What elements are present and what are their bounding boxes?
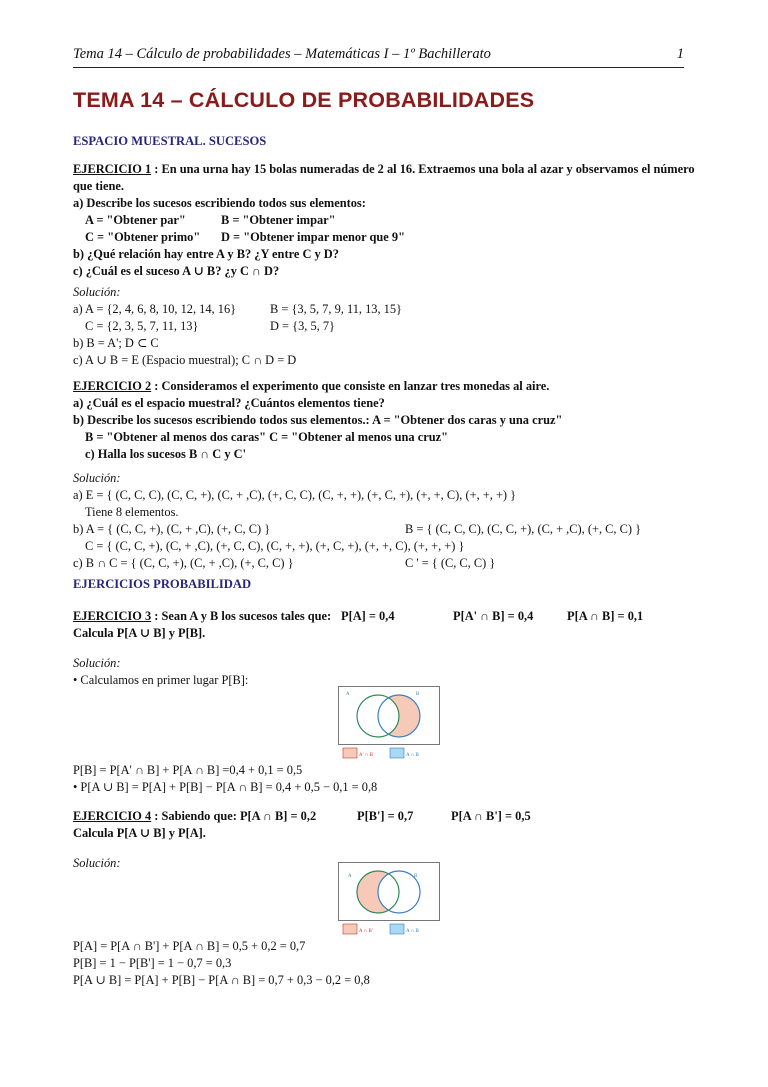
header-text: Tema 14 – Cálculo de probabilidades – Matemáticas I – 1º Bachillerato <box>73 46 491 62</box>
exercise-3-statement: EJERCICIO 3 : Sean A y B los sucesos tales que: P[A] = 0,4 P[A' ∩ B] = 0,4 P[A ∩ B] = 0,1 Calcula P[A ∪ B] y P[B]. <box>73 609 644 640</box>
venn-diagram-ex4 <box>338 862 440 938</box>
exercise-1-solution: Solución: a) A = {2, 4, 6, 8, 10, 12, 14, 16} B = {3, 5, 7, 9, 11, 13, 15} C = {2, 3, 5, 7, 11, 13} D = {3, 5, 7} b) B = A'; D ⊂ C c) A ∪ B = E (Espacio muestral); C ∩ D = D <box>73 284 708 369</box>
document-title: TEMA 14 – CÁLCULO DE PROBABILIDADES <box>73 88 535 112</box>
legend-label-2: A ∩ B <box>406 753 419 758</box>
exercise-4-statement: EJERCICIO 4 : Sabiendo que: P[A ∩ B] = 0,2 P[B'] = 0,7 P[A ∩ B'] = 0,5 Calcula P[A ∪ B] y P[A]. <box>73 809 531 840</box>
legend-swatch-blue <box>390 924 404 934</box>
venn-diagram-ex3 <box>338 686 440 762</box>
solution-label: Solución: <box>73 285 121 299</box>
legend-swatch-blue <box>390 748 404 758</box>
exercise-2-label: EJERCICIO 2 <box>73 379 152 393</box>
exercise-2-solution: Solución: a) E = { (C, C, C), (C, C, +), (C, + ,C), (+, C, C), (C, +, +), (+, C, +), (+, +, C), (+, +, +) } Tiene 8 elementos. b) A = { (C, C, +), (C, + ,C), (+, C, C) } B = { (C, C, C), (C, C, +), (C, + ,C), (+, C, C) } C = { (C, C, +), (C, + ,C), (+, C, C), (C, +, +), (+, C, +), (+, +, C), (+, +, +) } c) B ∩ C = { (C, C, +), (C, + ,C), (+, C, C) } C ' = { (C, C, C) } <box>73 471 642 570</box>
page-header <box>73 46 684 63</box>
venn-label-a: A <box>348 874 352 879</box>
exercise-1-questions: a) Describe los sucesos escribiendo todos sus elementos: A = "Obtener par" B = "Obtener impar" C = "Obtener primo" D = "Obtener impar menor que 9" b) ¿Qué relación hay entre A y B? ¿Y entre C y D? c) ¿Cuál es el suceso A ∪ B? ¿y C ∩ D? <box>73 196 405 278</box>
page-number: 1 <box>676 46 684 62</box>
header-rule <box>73 67 684 68</box>
legend-swatch-red <box>343 748 357 758</box>
exercise-3-solution: Solución: • Calculamos en primer lugar P[B]: <box>73 656 249 687</box>
section-heading-probabilidad: EJERCICIOS PROBABILIDAD <box>73 577 252 591</box>
venn-label-b: B <box>414 874 418 879</box>
exercise-4-results: P[A] = P[A ∩ B'] + P[A ∩ B] = 0,5 + 0,2 = 0,7 P[B] = 1 − P[B'] = 1 − 0,7 = 0,3 P[A ∪ B] = P[A] + P[B] − P[A ∩ B] = 0,7 + 0,3 − 0,2 = 0,8 <box>73 939 370 987</box>
legend-label-2: A ∩ B <box>406 929 419 934</box>
venn-label-a: A <box>346 692 350 697</box>
exercise-2-statement: EJERCICIO 2 : Consideramos el experimento que consiste en lanzar tres monedas al aire. a) ¿Cuál es el espacio muestral? ¿Cuántos elementos tiene? b) Describe los sucesos escribiendo todos sus elementos.: A = "Obtener dos caras y una cruz" B = "Obtener al menos dos caras" C = "Obtener al menos una cruz" c) Halla los sucesos B ∩ C y C' <box>73 379 563 461</box>
exercise-3-results: P[B] = P[A' ∩ B] + P[A ∩ B] =0,4 + 0,1 = 0,5 • P[A ∪ B] = P[A] + P[B] − P[A ∩ B] = 0,4 + 0,5 − 0,1 = 0,8 <box>73 763 378 794</box>
exercise-1-statement: EJERCICIO 1 : En una urna hay 15 bolas numeradas de 2 al 16. Extraemos una bola al azar y observamos el número que tiene. <box>73 162 695 193</box>
venn-label-b: B <box>416 692 420 697</box>
exercise-1-label: EJERCICIO 1 <box>73 162 152 176</box>
exercise-4-solution-label: Solución: <box>73 856 121 870</box>
legend-label-1: A' ∩ B <box>359 753 373 758</box>
legend-label-1: A ∩ B' <box>359 929 373 934</box>
section-heading-sucesos: ESPACIO MUESTRAL. SUCESOS <box>73 134 267 148</box>
exercise-4-label: EJERCICIO 4 <box>73 809 152 823</box>
exercise-3-label: EJERCICIO 3 <box>73 609 152 623</box>
legend-swatch-red <box>343 924 357 934</box>
